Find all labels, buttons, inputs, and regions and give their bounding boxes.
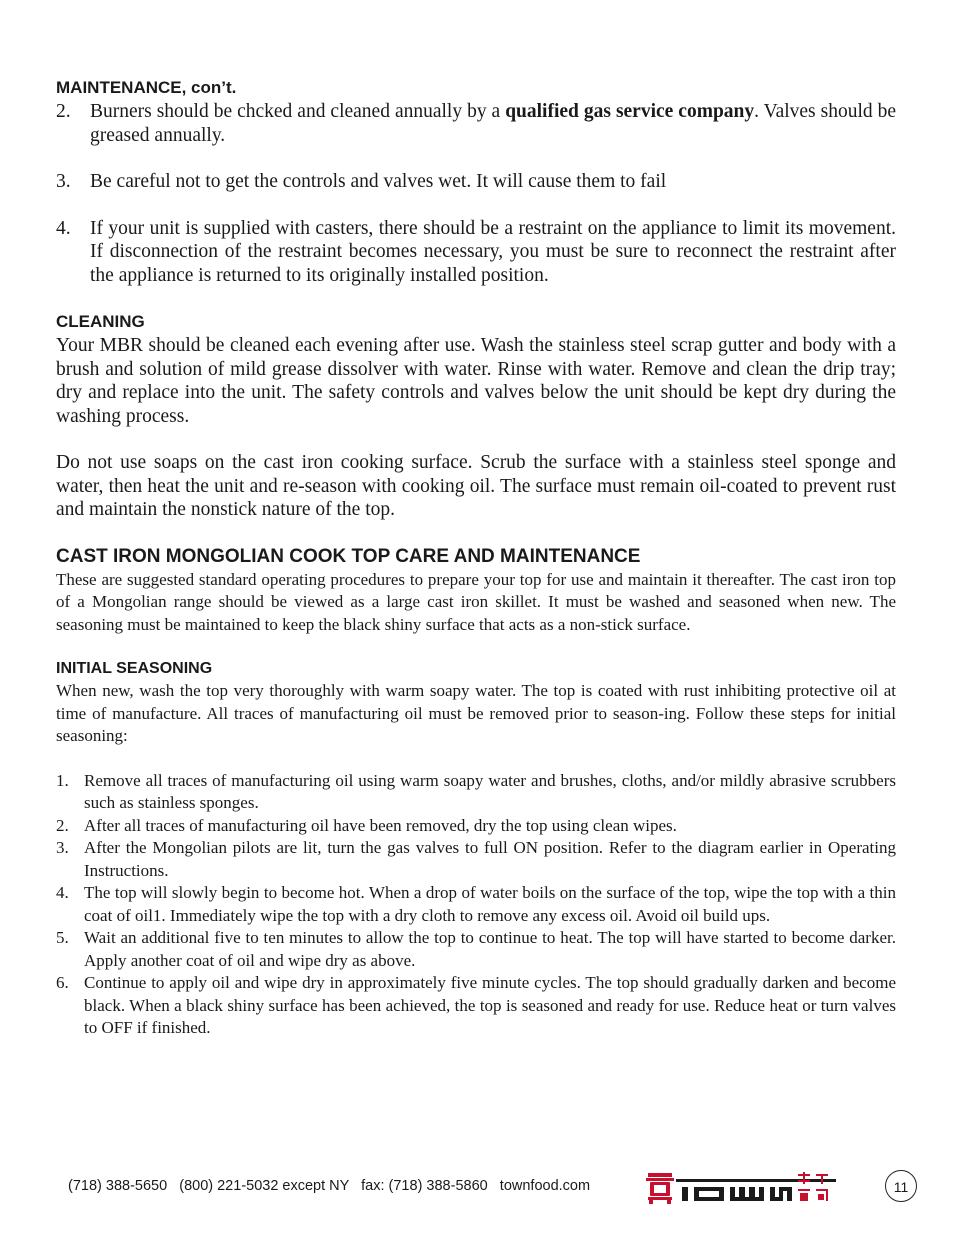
list-item [56, 217, 896, 288]
cleaning-heading: CLEANING [56, 312, 145, 331]
item-bold-text: qualified gas service company [505, 101, 755, 122]
maintenance-heading: MAINTENANCE, con’t. [56, 78, 237, 97]
step-number: 6. [56, 973, 69, 992]
step-text: Remove all traces of manufacturing oil using warm soapy water and brushes, cloths, and/or mildly abrasive scrubbers such as stainless sponges. [84, 770, 896, 812]
castiron-paragraph: These are suggested standard operating procedures to prepare your top for use and maintain it thereafter. The cast iron top of a Mongolian range should be viewed as a large cast iron skillet. It must be washed and seasoned when new. The seasoning must be maintained to keep the black shiny surface that acts as a non-stick surface. [56, 569, 896, 634]
list-item [56, 927, 896, 972]
step-number: 5. [56, 928, 69, 947]
castiron-heading: CAST IRON MONGOLIAN COOK TOP CARE AND MAINTENANCE [56, 545, 641, 567]
step-number: 1. [56, 770, 69, 790]
initial-seasoning-heading: INITIAL SEASONING [56, 660, 213, 677]
item-text: Burners should be chcked and cleaned annually by a [90, 101, 506, 122]
cleaning-paragraph: Your MBR should be cleaned each evening after use. Wash the stainless steel scrap gutter and body with a brush and solution of mild grease dissolver with water. Rinse with water. Remove and clean the drip tray; dry and replace into the unit. The safety controls and valves below the unit should be kept dry during the washing process. [56, 335, 896, 427]
step-text: After all traces of manufacturing oil have been removed, dry the top using clean wipes. [84, 815, 677, 835]
step-number: 3. [56, 838, 69, 857]
seasoning-steps-list [56, 770, 896, 1040]
step-number: 4. [56, 883, 69, 902]
footer-contact: (718) 388-5650 (800) 221-5032 except NY fax: (718) 388-5860 townfood.com [68, 1178, 591, 1194]
page-number-badge: 11 [885, 1170, 917, 1202]
town-logo-icon [646, 1170, 856, 1206]
list-item [56, 815, 896, 838]
list-item [56, 882, 896, 927]
list-item [56, 170, 896, 194]
list-item [56, 770, 896, 815]
step-number: 2. [56, 815, 69, 835]
step-text: Wait an additional five to ten minutes to allow the top to continue to heat. The top will have started to become darker. Apply another coat of oil and wipe dry as above. [84, 928, 896, 970]
step-text: After the Mongolian pilots are lit, turn the gas valves to full ON position. Refer to the diagram earlier in Operating Instructions. [84, 838, 896, 880]
list-item [56, 100, 896, 147]
list-item [56, 837, 896, 882]
item-number: 3. [56, 171, 71, 192]
step-text: The top will slowly begin to become hot. When a drop of water boils on the surface of the top, wipe the top with a thin coat of oil1. Immediately wipe the top with a dry cloth to remove any excess oil. Avoid oil build ups. [84, 883, 896, 925]
item-number: 2. [56, 101, 71, 122]
step-text: Continue to apply oil and wipe dry in approximately five minute cycles. The top should gradually darken and become black. When a black shiny surface has been achieved, the top is seasoned and ready for use. Reduce heat or turn valves to OFF if finished. [84, 973, 896, 1037]
cleaning-paragraph: Do not use soaps on the cast iron cooking surface. Scrub the surface with a stainless steel sponge and water, then heat the unit and re-season with cooking oil. The surface must remain oil-coated to prevent rust and maintain the nonstick nature of the top. [56, 452, 896, 520]
initial-seasoning-paragraph: When new, wash the top very thoroughly with warm soapy water. The top is coated with rust inhibiting protective oil at time of manufacture. All traces of manufacturing oil must be removed prior to season-ing. Follow these steps for initial seasoning: [56, 681, 896, 745]
page-footer [0, 1168, 954, 1208]
item-number: 4. [56, 217, 71, 239]
item-text: Be careful not to get the controls and valves wet. It will cause them to fail [90, 171, 667, 192]
maintenance-list [56, 100, 896, 287]
list-item [56, 972, 896, 1040]
item-text: . Valves should be greased annually. [90, 101, 897, 146]
item-text: If your unit is supplied with casters, there should be a restraint on the appliance to limit its movement. If disconnection of the restraint becomes necessary, you must be sure to reconnect the restraint after the appliance is returned to its originally installed position. [90, 217, 896, 286]
page-content [56, 76, 896, 1040]
